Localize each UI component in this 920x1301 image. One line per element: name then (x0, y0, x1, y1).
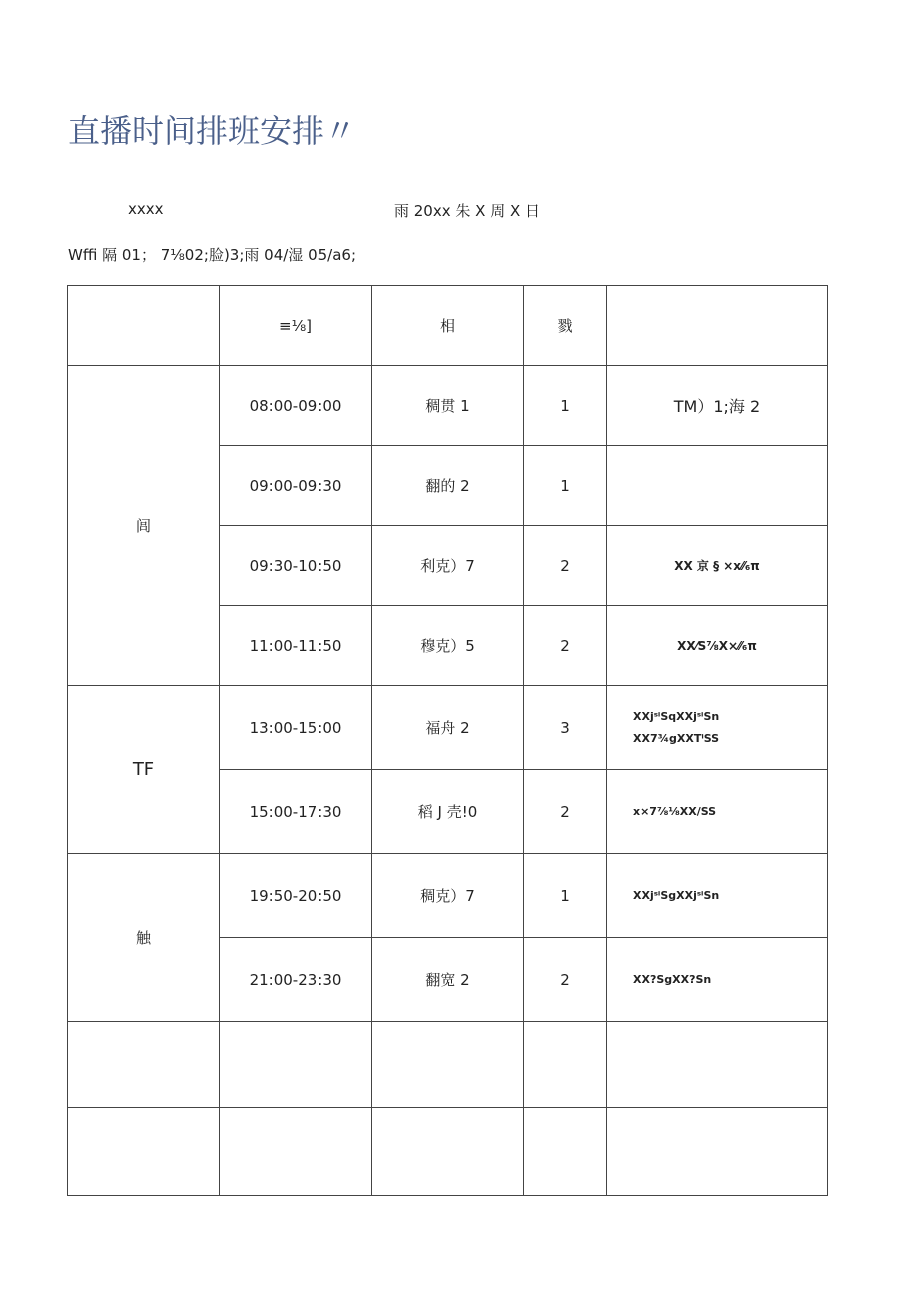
table-row (68, 854, 828, 938)
time-cell: 11:00-11:50 (220, 606, 372, 686)
notes-cell: x×7⅞⅛XX/SS (607, 770, 828, 854)
period-cell: 闾 (68, 366, 220, 686)
notes-cell: TM）1;海 2 (607, 366, 828, 446)
count-cell: 2 (524, 770, 607, 854)
empty-cell (68, 1022, 220, 1108)
name-cell: 稠贯 1 (372, 366, 524, 446)
time-cell: 15:00-17:30 (220, 770, 372, 854)
empty-cell (372, 1108, 524, 1196)
page-title: 直播时间排班安排〃 (68, 112, 357, 150)
count-cell: 2 (524, 938, 607, 1022)
time-cell: 19:50-20:50 (220, 854, 372, 938)
empty-cell (607, 1108, 828, 1196)
notes-cell: XX 京 § ×x⁄⁄₆π (607, 526, 828, 606)
empty-cell (220, 1108, 372, 1196)
time-cell: 09:00-09:30 (220, 446, 372, 526)
count-cell: 2 (524, 606, 607, 686)
empty-cell (68, 1108, 220, 1196)
time-cell: 21:00-23:30 (220, 938, 372, 1022)
period-cell: TF (68, 686, 220, 854)
notes-cell: XX⁄S⅞X×⁄⁄₆π (607, 606, 828, 686)
name-cell: 稠克）7 (372, 854, 524, 938)
date-field: 雨 20xx 朱 X 周 X 日 (394, 202, 541, 220)
time-cell: 09:30-10:50 (220, 526, 372, 606)
name-cell: 穆克）5 (372, 606, 524, 686)
schedule-table (67, 285, 828, 1196)
period-cell: 触 (68, 854, 220, 1022)
empty-row (68, 1022, 828, 1108)
name-cell: 稻 J 壳!0 (372, 770, 524, 854)
count-cell: 2 (524, 526, 607, 606)
author-field: xxxx (128, 200, 164, 218)
count-cell: 1 (524, 854, 607, 938)
note-line: XXjˢⁱSqXXjˢⁱSn (633, 709, 720, 723)
table-row (68, 366, 828, 446)
time-cell: 13:00-15:00 (220, 686, 372, 770)
table-row (68, 686, 828, 770)
note-line: XX7¾gXXTⁱSS (633, 731, 720, 745)
name-cell: 利克）7 (372, 526, 524, 606)
empty-cell (372, 1022, 524, 1108)
notes-cell (607, 686, 828, 770)
name-cell: 翻宽 2 (372, 938, 524, 1022)
notes-cell: XX?SgXX?Sn (607, 938, 828, 1022)
count-cell: 3 (524, 686, 607, 770)
empty-cell (524, 1108, 607, 1196)
header-cell-time: ≡⅛] (220, 286, 372, 366)
header-cell-period (68, 286, 220, 366)
header-cell-name: 相 (372, 286, 524, 366)
count-cell: 1 (524, 366, 607, 446)
name-cell: 翻的 2 (372, 446, 524, 526)
header-cell-notes (607, 286, 828, 366)
empty-cell (607, 1022, 828, 1108)
name-cell: 福舟 2 (372, 686, 524, 770)
empty-cell (524, 1022, 607, 1108)
count-cell: 1 (524, 446, 607, 526)
info-line: Wffi 隔 01； 7⅛02;脸)3;雨 04/湿 05/a6; (68, 246, 357, 264)
empty-cell (220, 1022, 372, 1108)
empty-row (68, 1108, 828, 1196)
time-cell: 08:00-09:00 (220, 366, 372, 446)
table-header-row (68, 286, 828, 366)
header-cell-count: 戮 (524, 286, 607, 366)
notes-cell: XXjˢⁱSgXXjˢⁱSn (607, 854, 828, 938)
notes-cell (607, 446, 828, 526)
